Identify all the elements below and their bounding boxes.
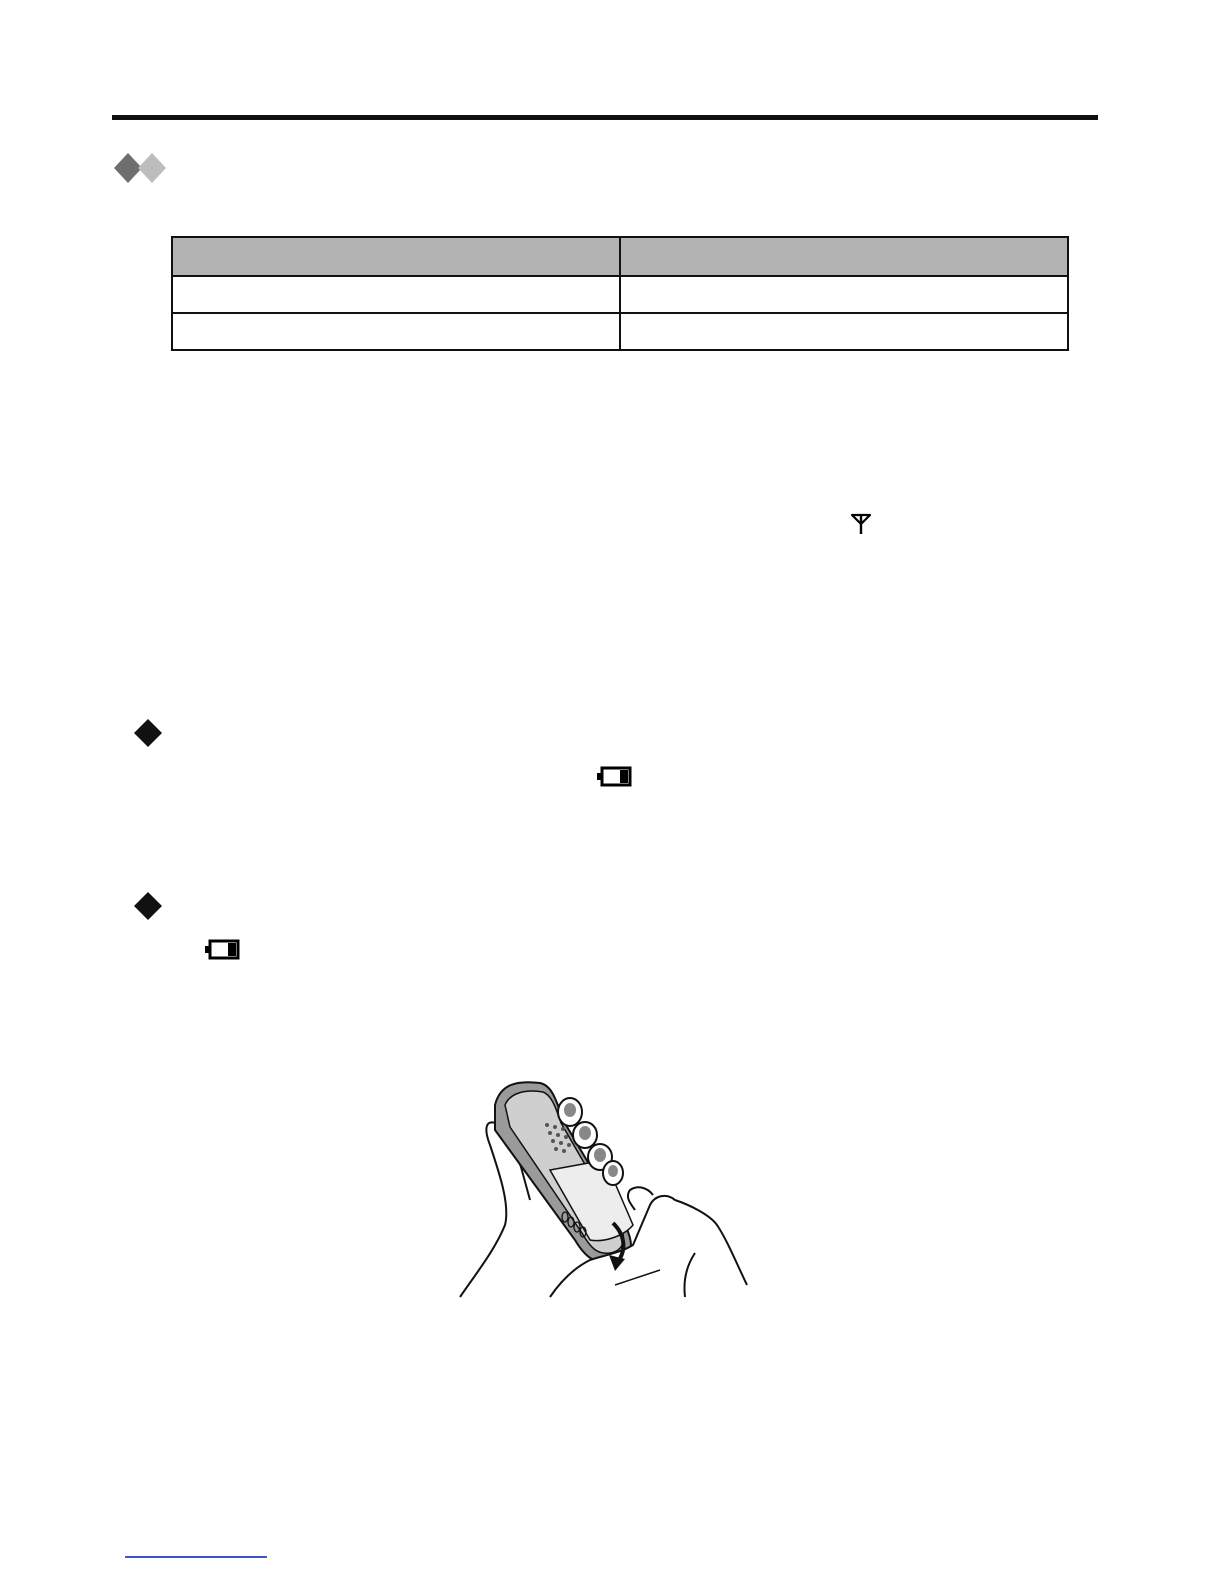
table-row	[172, 276, 1068, 313]
table-row	[172, 313, 1068, 350]
battery-low-icon	[205, 938, 241, 962]
handset-battery-cover-illustration	[455, 1075, 755, 1300]
table-cell	[620, 276, 1068, 313]
section-marker-icon	[114, 151, 168, 185]
table-header-cell	[172, 237, 620, 276]
diamond-bullet-icon	[134, 892, 162, 920]
diamond-bullet-icon	[134, 719, 162, 747]
spec-table	[171, 236, 1069, 351]
table-header-row	[172, 237, 1068, 276]
table-header-cell	[620, 237, 1068, 276]
table-cell	[620, 313, 1068, 350]
footer-link-underline[interactable]	[125, 1556, 267, 1558]
antenna-icon	[850, 512, 872, 536]
battery-low-icon	[597, 765, 633, 789]
table-cell	[172, 276, 620, 313]
top-rule	[112, 115, 1098, 120]
table-cell	[172, 313, 620, 350]
